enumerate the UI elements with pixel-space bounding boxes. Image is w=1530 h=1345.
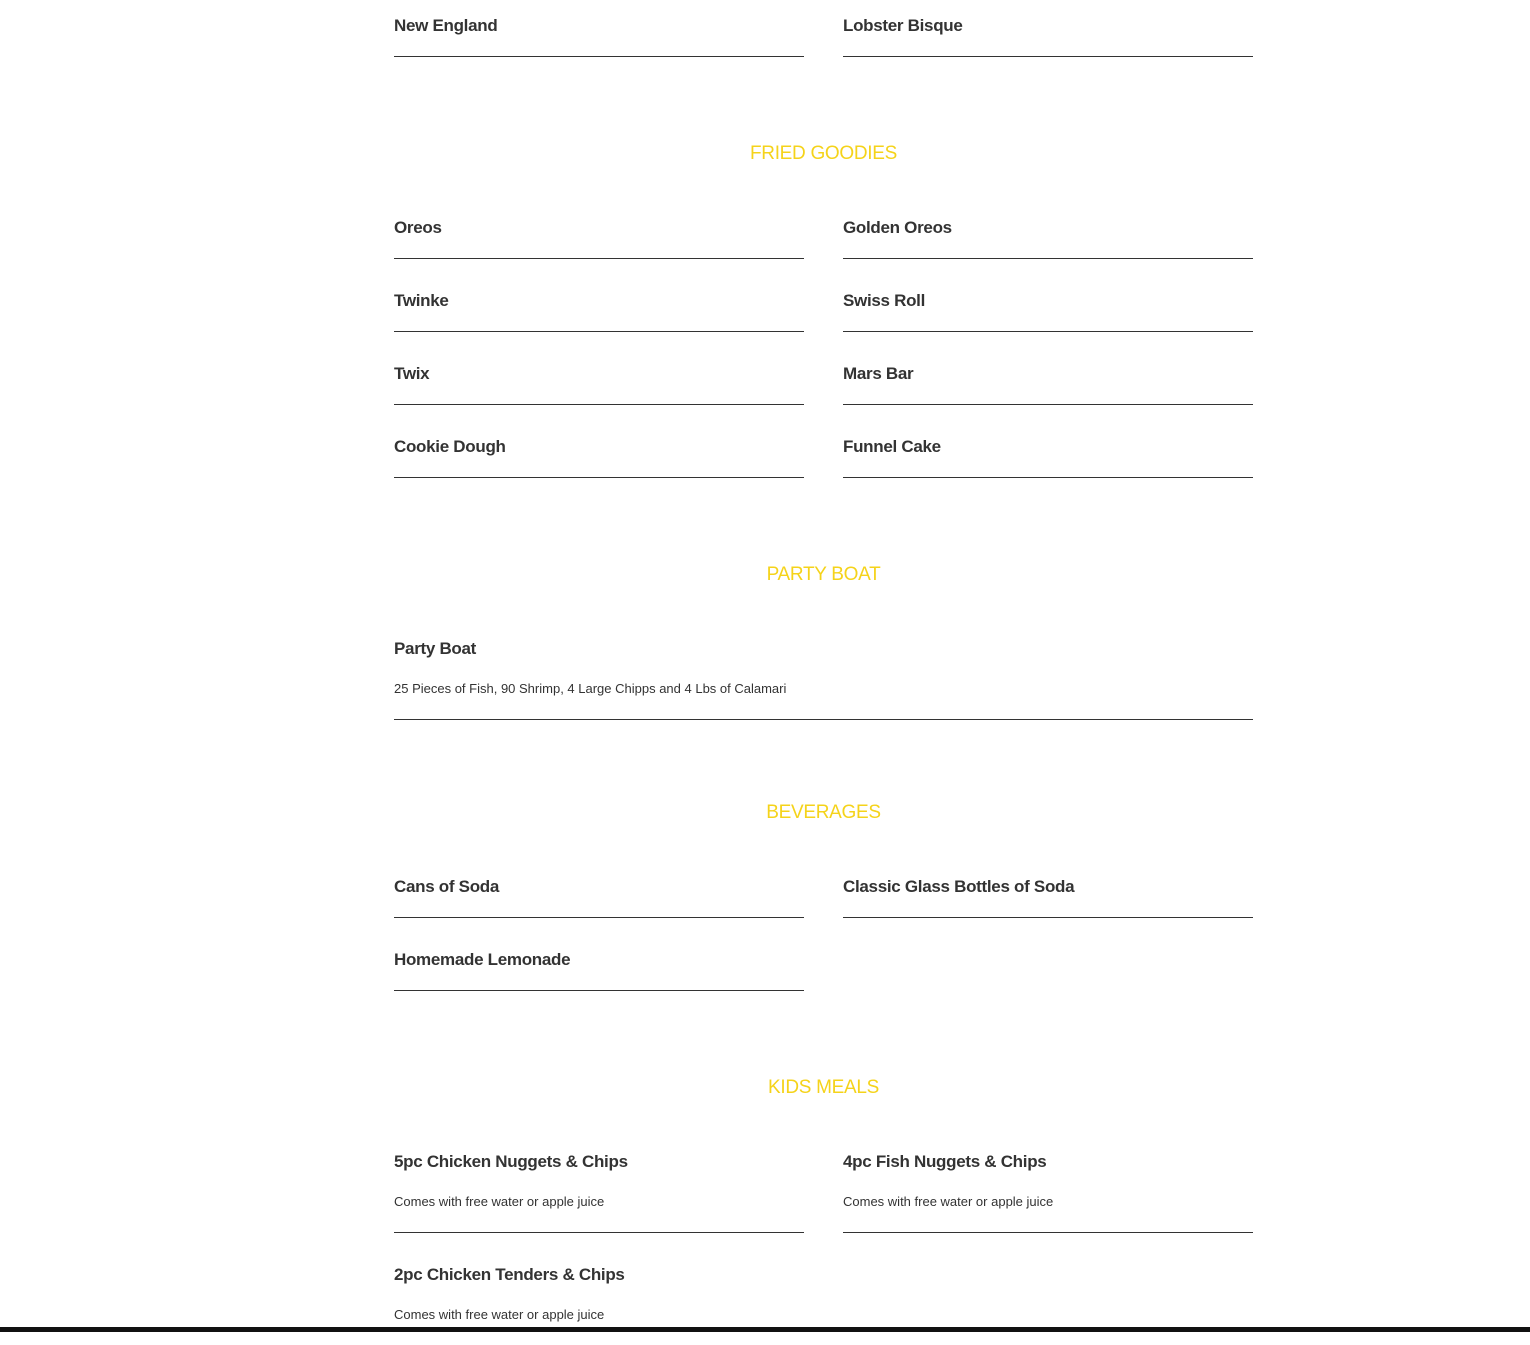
- menu-item-twinke[interactable]: [394, 291, 804, 332]
- menu-item-name: 4pc Fish Nuggets & Chips: [843, 1152, 1047, 1171]
- menu-item-name: Classic Glass Bottles of Soda: [843, 877, 1075, 896]
- menu-item-description: 25 Pieces of Fish, 90 Shrimp, 4 Large Chipps and 4 Lbs of Calamari: [394, 681, 787, 696]
- menu-item-twix[interactable]: [394, 364, 804, 405]
- menu-item-description: Comes with free water or apple juice: [394, 1307, 605, 1322]
- menu-item-name: Lobster Bisque: [843, 16, 963, 35]
- menu-item-cookie-dough[interactable]: [394, 437, 804, 478]
- menu-item-mars-bar[interactable]: [843, 364, 1253, 405]
- menu-item-glass-bottles-soda[interactable]: [843, 877, 1253, 918]
- section-title-fried-goodies: FRIED GOODIES: [749, 143, 898, 164]
- section-title-beverages: BEVERAGES: [766, 802, 881, 823]
- menu-item-name: Golden Oreos: [843, 218, 952, 237]
- menu-item-party-boat[interactable]: [394, 639, 1253, 720]
- menu-item-name: Funnel Cake: [843, 437, 941, 456]
- menu-item-name: 2pc Chicken Tenders & Chips: [394, 1265, 625, 1284]
- menu-item-name: Cookie Dough: [394, 437, 506, 456]
- menu-item-name: Twinke: [394, 291, 449, 310]
- menu-item-new-england[interactable]: [394, 16, 804, 57]
- menu-item-name: Mars Bar: [843, 364, 914, 383]
- section-title-kids-meals: KIDS MEALS: [767, 1077, 880, 1098]
- menu-item-name: Homemade Lemonade: [394, 950, 571, 969]
- menu-item-name: Swiss Roll: [843, 291, 926, 310]
- menu-item-name: Twix: [394, 364, 430, 383]
- bottom-bar: [0, 1327, 1530, 1332]
- menu-item-name: Cans of Soda: [394, 877, 500, 896]
- menu-item-name: Oreos: [394, 218, 442, 237]
- section-title-party-boat: PARTY BOAT: [766, 564, 881, 585]
- menu-item-cans-of-soda[interactable]: [394, 877, 804, 918]
- menu-item-chicken-tenders[interactable]: [394, 1265, 804, 1345]
- menu-item-golden-oreos[interactable]: [843, 218, 1253, 259]
- menu-item-homemade-lemonade[interactable]: [394, 950, 804, 991]
- menu-item-funnel-cake[interactable]: [843, 437, 1253, 478]
- menu-item-name: New England: [394, 16, 498, 35]
- menu-item-description: Comes with free water or apple juice: [394, 1194, 605, 1209]
- menu-item-swiss-roll[interactable]: [843, 291, 1253, 332]
- menu-item-name: 5pc Chicken Nuggets & Chips: [394, 1152, 628, 1171]
- menu-item-oreos[interactable]: [394, 218, 804, 259]
- menu-item-fish-nuggets[interactable]: [843, 1152, 1253, 1233]
- menu-item-lobster-bisque[interactable]: [843, 16, 1253, 57]
- menu-item-chicken-nuggets[interactable]: [394, 1152, 804, 1233]
- menu-item-name: Party Boat: [394, 639, 477, 658]
- menu-item-description: Comes with free water or apple juice: [843, 1194, 1054, 1209]
